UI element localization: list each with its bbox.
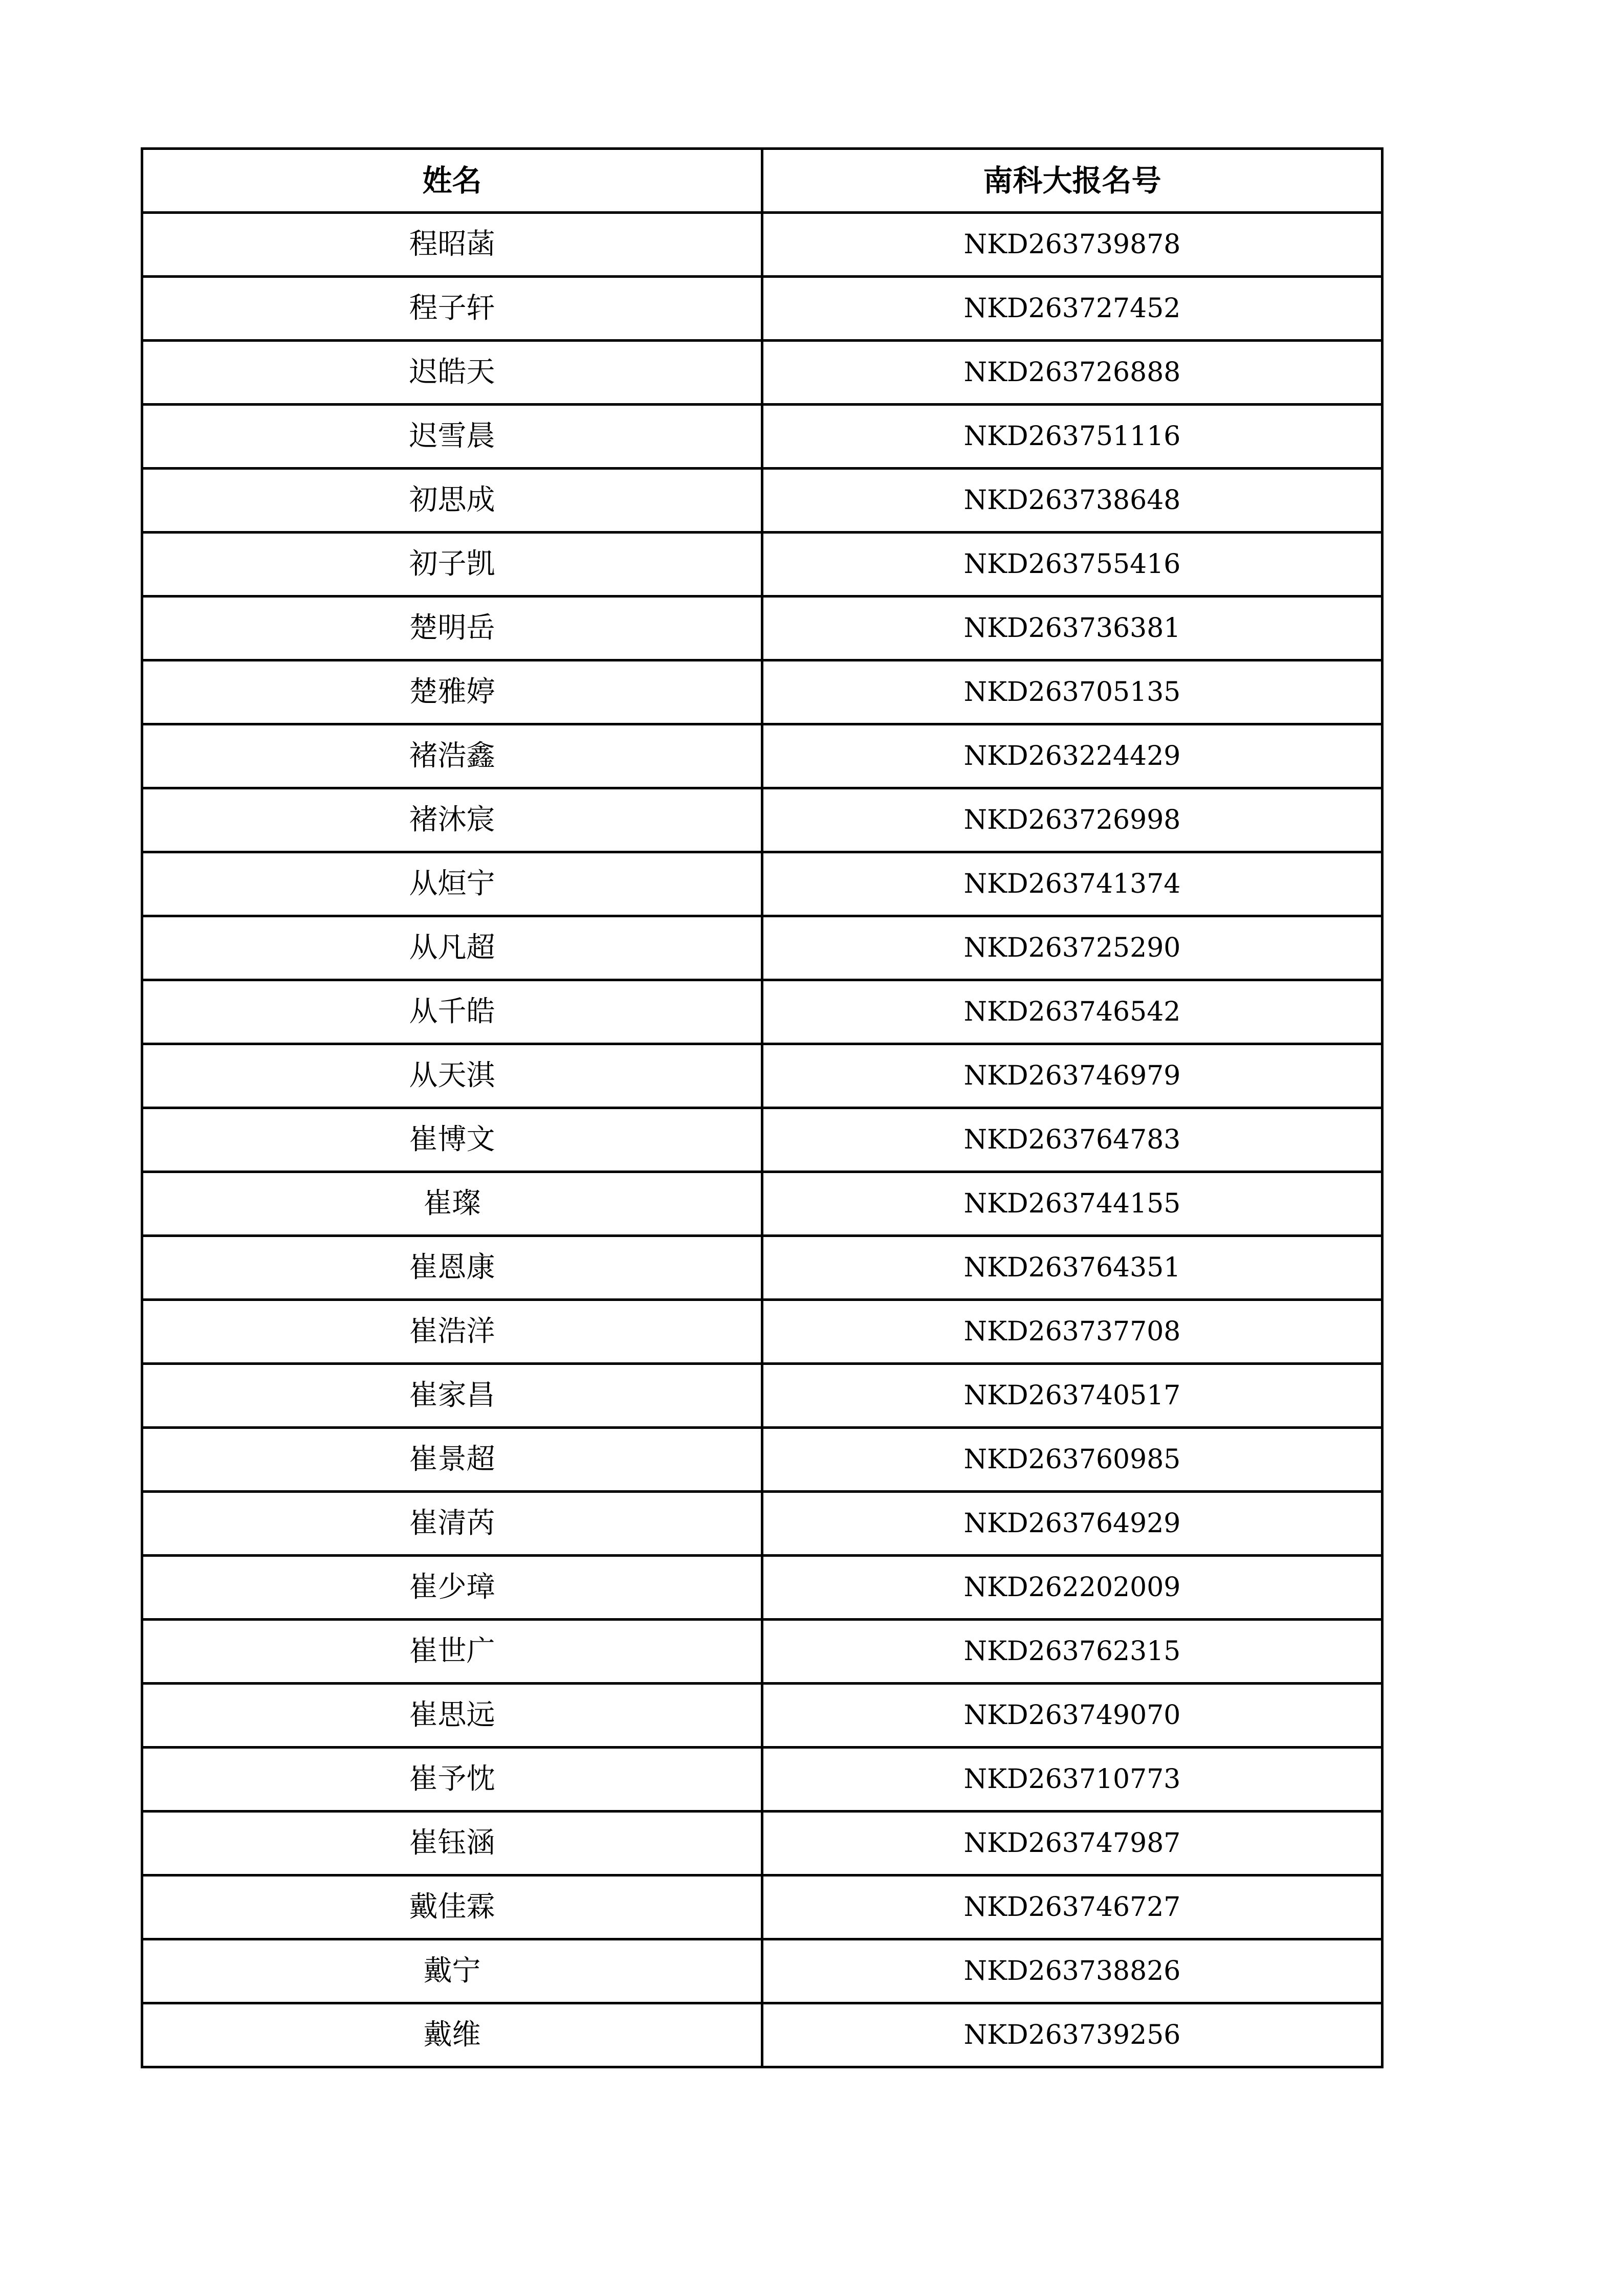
cell-name: 崔予忱: [142, 1748, 762, 1812]
cell-name: 初子凯: [142, 533, 762, 597]
cell-name: 从凡超: [142, 916, 762, 980]
cell-name: 崔博文: [142, 1108, 762, 1172]
cell-registration-id: NKD263727452: [762, 277, 1382, 341]
table-row: [142, 533, 1382, 597]
cell-name: 从烜宁: [142, 852, 762, 916]
cell-name: 迟雪晨: [142, 405, 762, 469]
cell-registration-id: NKD263736381: [762, 597, 1382, 660]
table-row: [142, 341, 1382, 405]
table-row: [142, 788, 1382, 852]
cell-name: 崔清芮: [142, 1492, 762, 1556]
table-row: [142, 213, 1382, 277]
cell-registration-id: NKD263741374: [762, 852, 1382, 916]
cell-name: 崔世广: [142, 1620, 762, 1684]
table-row: [142, 1812, 1382, 1875]
cell-registration-id: NKD263726888: [762, 341, 1382, 405]
header-row: [142, 149, 1382, 213]
cell-registration-id: NKD263751116: [762, 405, 1382, 469]
cell-name: 戴维: [142, 2003, 762, 2067]
cell-name: 程昭菡: [142, 213, 762, 277]
cell-registration-id: NKD263746542: [762, 980, 1382, 1044]
cell-name: 褚浩鑫: [142, 724, 762, 788]
table-row: [142, 1748, 1382, 1812]
cell-name: 崔景超: [142, 1428, 762, 1492]
cell-registration-id: NKD263739256: [762, 2003, 1382, 2067]
table-row: [142, 597, 1382, 660]
table-row: [142, 277, 1382, 341]
header-name: 姓名: [142, 149, 762, 213]
table-header: [142, 149, 1382, 213]
cell-registration-id: NKD263764783: [762, 1108, 1382, 1172]
cell-name: 崔恩康: [142, 1236, 762, 1300]
table-row: [142, 1300, 1382, 1364]
cell-name: 褚沐宸: [142, 788, 762, 852]
table-row: [142, 1939, 1382, 2003]
header-registration-id: 南科大报名号: [762, 149, 1382, 213]
cell-name: 从天淇: [142, 1044, 762, 1108]
cell-registration-id: NKD263737708: [762, 1300, 1382, 1364]
table-row: [142, 1236, 1382, 1300]
cell-name: 楚雅婷: [142, 660, 762, 724]
cell-name: 从千皓: [142, 980, 762, 1044]
cell-registration-id: NKD263740517: [762, 1364, 1382, 1428]
cell-registration-id: NKD263738826: [762, 1939, 1382, 2003]
cell-registration-id: NKD263725290: [762, 916, 1382, 980]
cell-registration-id: NKD263755416: [762, 533, 1382, 597]
table-row: [142, 1172, 1382, 1236]
cell-name: 崔璨: [142, 1172, 762, 1236]
roster-table: [141, 147, 1384, 2068]
cell-registration-id: NKD263764929: [762, 1492, 1382, 1556]
table-row: [142, 2003, 1382, 2067]
cell-registration-id: NKD263746727: [762, 1875, 1382, 1939]
table-row: [142, 1364, 1382, 1428]
table-row: [142, 1428, 1382, 1492]
cell-name: 初思成: [142, 469, 762, 533]
cell-name: 迟皓天: [142, 341, 762, 405]
table-row: [142, 1044, 1382, 1108]
cell-registration-id: NKD263705135: [762, 660, 1382, 724]
table-row: [142, 1875, 1382, 1939]
cell-name: 程子轩: [142, 277, 762, 341]
table-row: [142, 1108, 1382, 1172]
cell-registration-id: NKD263746979: [762, 1044, 1382, 1108]
cell-name: 崔思远: [142, 1684, 762, 1748]
table-row: [142, 980, 1382, 1044]
cell-name: 崔浩洋: [142, 1300, 762, 1364]
table-row: [142, 1684, 1382, 1748]
cell-registration-id: NKD263747987: [762, 1812, 1382, 1875]
cell-registration-id: NKD263726998: [762, 788, 1382, 852]
cell-registration-id: NKD263762315: [762, 1620, 1382, 1684]
cell-registration-id: NKD263764351: [762, 1236, 1382, 1300]
table-row: [142, 405, 1382, 469]
cell-name: 戴佳霖: [142, 1875, 762, 1939]
table-row: [142, 1556, 1382, 1620]
cell-registration-id: NKD263224429: [762, 724, 1382, 788]
table-row: [142, 1620, 1382, 1684]
cell-name: 楚明岳: [142, 597, 762, 660]
cell-registration-id: NKD262202009: [762, 1556, 1382, 1620]
cell-name: 崔家昌: [142, 1364, 762, 1428]
cell-registration-id: NKD263739878: [762, 213, 1382, 277]
cell-registration-id: NKD263749070: [762, 1684, 1382, 1748]
table-row: [142, 916, 1382, 980]
table-row: [142, 660, 1382, 724]
cell-registration-id: NKD263760985: [762, 1428, 1382, 1492]
table-row: [142, 469, 1382, 533]
table-body: [142, 213, 1382, 2067]
cell-registration-id: NKD263744155: [762, 1172, 1382, 1236]
cell-name: 戴宁: [142, 1939, 762, 2003]
table-row: [142, 724, 1382, 788]
table-row: [142, 1492, 1382, 1556]
table-row: [142, 852, 1382, 916]
cell-registration-id: NKD263710773: [762, 1748, 1382, 1812]
cell-name: 崔钰涵: [142, 1812, 762, 1875]
cell-registration-id: NKD263738648: [762, 469, 1382, 533]
cell-name: 崔少璋: [142, 1556, 762, 1620]
